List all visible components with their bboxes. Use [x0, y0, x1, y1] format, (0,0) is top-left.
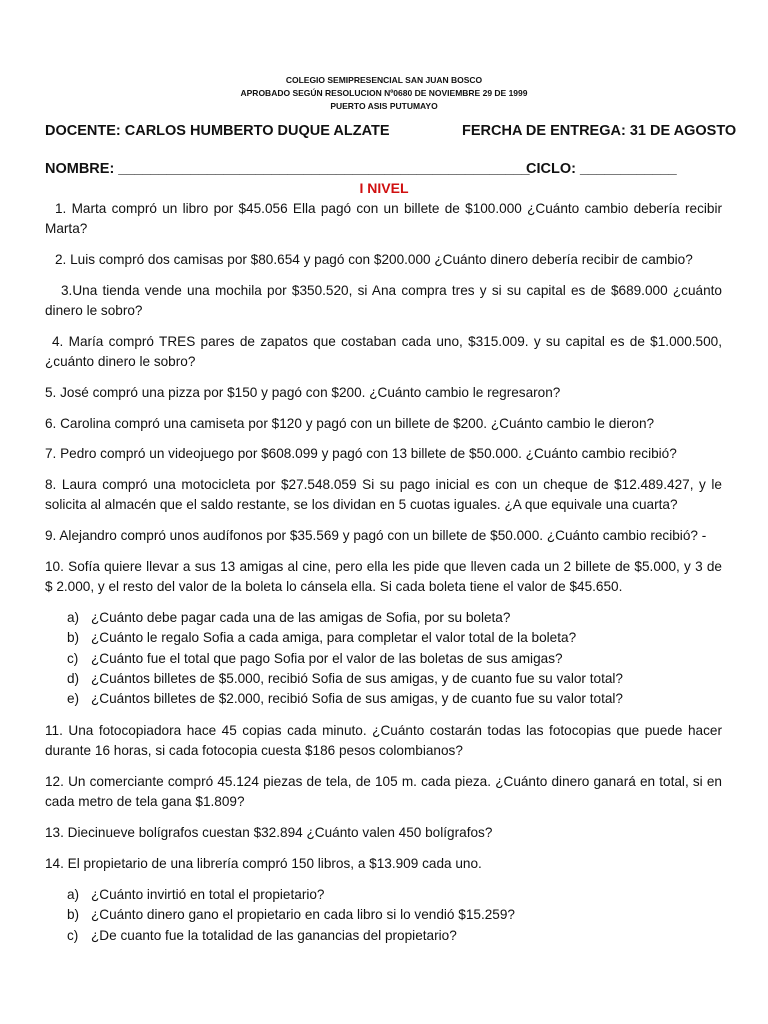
question-11: 11. Una fotocopiadora hace 45 copias cada minuto. ¿Cuánto costarán todas las fotocopias que puede hacer durante 16 horas, si cada fotocopia cuesta $186 pesos colombianos? [45, 723, 722, 758]
sub-text: ¿Cuánto le regalo Sofia a cada amiga, para completar el valor total de la boleta? [91, 630, 577, 645]
question-8: 8. Laura compró una motocicleta por $27.548.059 Si su pago inicial es con un cheque de $12.489.427, y le solicita al almacén que el saldo restante, se los dividan en 5 cuotas iguales. ¿A que equivale una cuarta? [45, 477, 722, 512]
sub-text: ¿Cuántos billetes de $2.000, recibió Sofia de sus amigas, y de cuanto fue su valor total? [91, 691, 623, 706]
q10-sub-item [67, 649, 563, 669]
sub-text: ¿Cuánto fue el total que pago Sofia por el valor de las boletas de sus amigas? [91, 651, 563, 666]
sub-letter: a) [67, 610, 80, 625]
sub-text: ¿De cuanto fue la totalidad de las ganancias del propietario? [91, 928, 457, 943]
question-10: 10. Sofía quiere llevar a sus 13 amigas al cine, pero ella les pide que lleven cada un 2 billete de $5.000, y 3 de $ 2.000, y el resto del valor de la boleta lo cánsela ella. Si cada boleta tiene el valor de $45.650. [45, 559, 722, 594]
location-line: PUERTO ASIS PUTUMAYO [330, 101, 438, 111]
sub-letter: c) [67, 928, 79, 943]
sub-letter: b) [67, 907, 80, 922]
q14-sub-item [67, 926, 457, 946]
q10-sub-item [67, 628, 576, 648]
sub-text: ¿Cuánto dinero gano el propietario en cada libro si lo vendió $15.259? [91, 907, 515, 922]
sub-text: ¿Cuánto debe pagar cada una de las amigas de Sofia, por su boleta? [91, 610, 511, 625]
question-6: 6. Carolina compró una camiseta por $120 y pagó con un billete de $200. ¿Cuánto cambio le dieron? [45, 416, 655, 431]
sub-text: ¿Cuántos billetes de $5.000, recibió Sofia de sus amigas, y de cuanto fue su valor total? [91, 671, 623, 686]
sub-letter: b) [67, 630, 80, 645]
question-7: 7. Pedro compró un videojuego por $608.099 y pagó con 13 billete de $50.000. ¿Cuánto cambio recibió? [45, 446, 677, 461]
school-name: COLEGIO SEMIPRESENCIAL SAN JUAN BOSCO [285, 75, 483, 85]
question-4: 4. María compró TRES pares de zapatos que costaban cada uno, $315.009. y su capital es de $1.000.500, ¿cuánto dinero le sobro? [45, 334, 722, 369]
question-5: 5. José compró una pizza por $150 y pagó con $200. ¿Cuánto cambio le regresaron? [45, 385, 561, 400]
level-title: I NIVEL [359, 180, 409, 196]
sub-letter: e) [67, 691, 80, 706]
teacher-name: DOCENTE: CARLOS HUMBERTO DUQUE ALZATE [45, 123, 390, 139]
question-14: 14. El propietario de una librería compró 150 libros, a $13.909 cada uno. [45, 856, 482, 871]
name-field[interactable]: NOMBRE: ___________________________________________________ [45, 161, 530, 177]
question-2: 2. Luis compró dos camisas por $80.654 y pagó con $200.000 ¿Cuánto dinero debería recibir de cambio? [55, 252, 693, 267]
question-12: 12. Un comerciante compró 45.124 piezas de tela, de 105 m. cada pieza. ¿Cuánto dinero ganará en total, si en cada metro de tela gana $1.809? [45, 774, 722, 809]
sub-letter: c) [67, 651, 79, 666]
q14-sub-item [67, 885, 325, 905]
question-9: 9. Alejandro compró unos audífonos por $35.569 y pagó con un billete de $50.000. ¿Cuánto cambio recibió? - [45, 528, 707, 543]
due-date: FERCHA DE ENTREGA: 31 DE AGOSTO [462, 123, 737, 139]
approval-line: APROBADO SEGÚN RESOLUCION Nº0680 DE NOVIEMBRE 29 DE 1999 [240, 88, 528, 98]
q10-sub-item [67, 608, 510, 628]
q10-sub-item [67, 689, 623, 709]
question-13: 13. Diecinueve bolígrafos cuestan $32.894 ¿Cuánto valen 450 bolígrafos? [45, 825, 493, 840]
q14-sub-item [67, 905, 515, 925]
sub-text: ¿Cuánto invirtió en total el propietario? [91, 887, 325, 902]
question-3: 3.Una tienda vende una mochila por $350.520, si Ana compra tres y si su capital es de $689.000 ¿cuánto dinero le sobro? [45, 283, 722, 318]
question-1: 1. Marta compró un libro por $45.056 Ella pagó con un billete de $100.000 ¿Cuánto cambio debería recibir Marta? [45, 201, 722, 236]
q10-sub-item [67, 669, 623, 689]
sub-letter: a) [67, 887, 80, 902]
cycle-field[interactable]: CICLO: ____________ [526, 161, 677, 177]
sub-letter: d) [67, 671, 80, 686]
